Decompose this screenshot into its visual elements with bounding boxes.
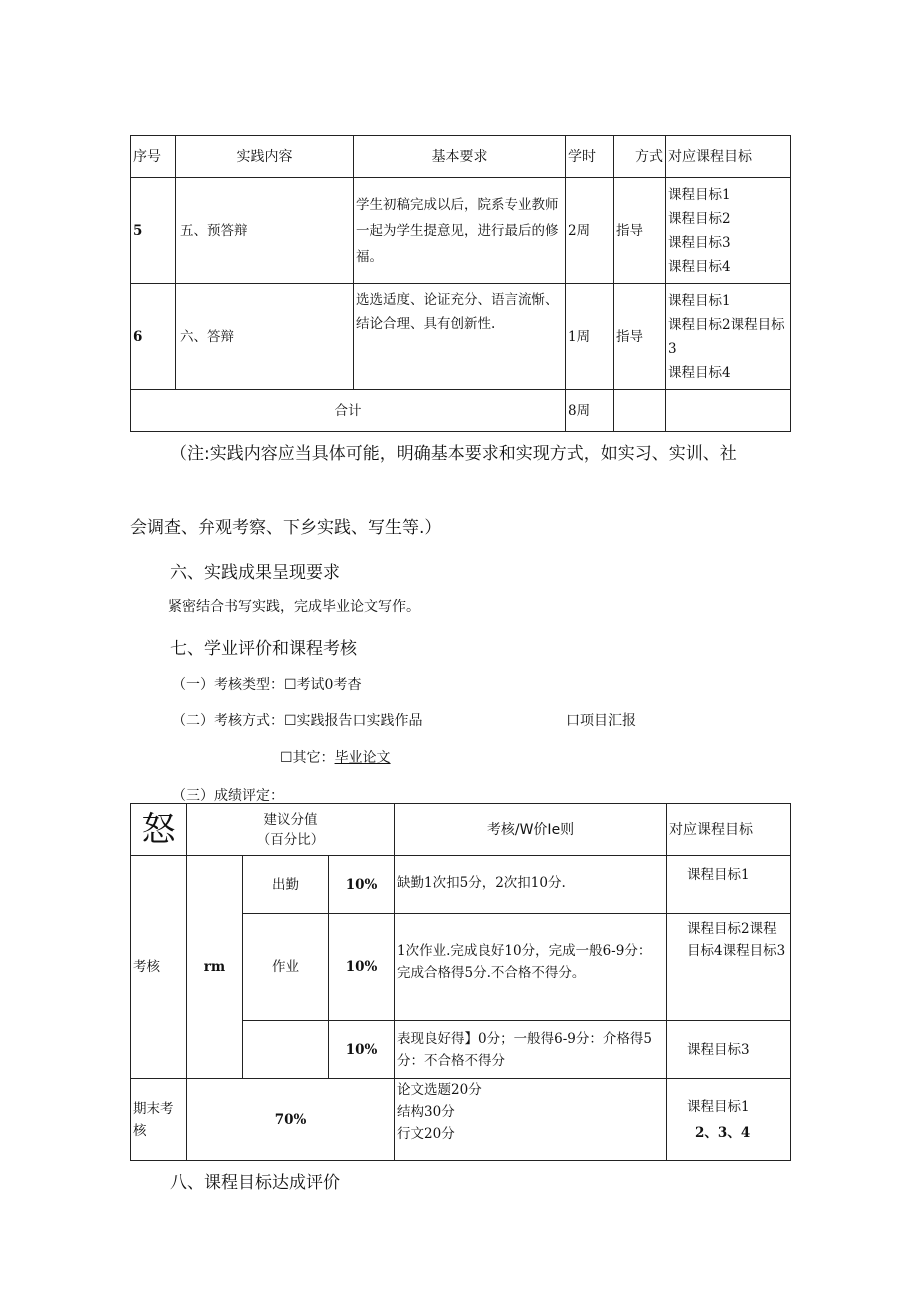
final-rule-item: 结构30分 (397, 1104, 455, 1120)
section-6-title: 六、实践成果呈现要求 (170, 563, 340, 583)
table-row (131, 178, 791, 284)
goal-item: 课程目标4 (668, 364, 731, 381)
row-req: 选选适度、论证充分、语言流惭、结论合理、具有创新性. (354, 284, 566, 390)
group-label: 考核 (131, 856, 187, 1079)
row-req: 学生初稿完成以后，院系专业教师一起为学生提意见，进行最后的修福。 (354, 178, 566, 284)
assessment-method: （二）考核方式：☐实践报告口实践作品 (172, 713, 423, 729)
row-no: 5 (131, 178, 176, 284)
corner-char: 怒 (141, 809, 176, 850)
section-8-title: 八、课程目标达成评价 (170, 1173, 340, 1193)
item-name (243, 1021, 329, 1079)
row-no: 6 (131, 284, 176, 390)
section-7-title: 七、学业评价和课程考核 (170, 639, 357, 659)
practice-table (130, 135, 791, 432)
table-row (131, 284, 791, 390)
item-pct: 10% (329, 1021, 395, 1079)
final-row (131, 1079, 791, 1161)
section-6-text: 紧密结合书写实践，完成毕业论文写作。 (168, 599, 420, 615)
header-no: 序号 (131, 136, 176, 178)
assessment-type: （一）考核类型：☐考试0考杳 (172, 677, 362, 693)
item-name: 出勤 (243, 856, 329, 914)
row-content: 五、预答辩 (176, 178, 354, 284)
item-pct: 10% (329, 914, 395, 1021)
item-rule: 1次作业.完成良好10分，完成一般6-9分：完成合格得5分.不合格不得分。 (395, 914, 667, 1021)
item-goal: 课程目标3 (667, 1021, 791, 1079)
item-goal: 课程目标1 (667, 856, 791, 914)
header-mode: 方式 (614, 136, 666, 178)
goal-item: 课程目标1 (668, 292, 731, 309)
row-goals (666, 284, 791, 390)
practice-table-header (131, 136, 791, 178)
item-name: 作业 (243, 914, 329, 1021)
group-mid: rm (187, 856, 243, 1079)
row-hours: 1周 (566, 284, 614, 390)
total-hours: 8周 (566, 390, 614, 432)
final-rules (395, 1079, 667, 1161)
note-line-2: 会调查、弁观考察、下乡实践、写生等.） (130, 518, 442, 538)
final-label: 期末考核 (131, 1079, 187, 1161)
total-label: 合计 (131, 390, 566, 432)
final-goal (667, 1079, 791, 1161)
grading-table-header (131, 804, 791, 856)
header-value: 建议分值 (263, 811, 318, 828)
assessment-other-value: 毕业论文 (334, 750, 391, 766)
note-line-1: （注:实践内容应当具体可能，明确基本要求和实现方式，如实习、实训、社 (170, 444, 737, 464)
header-value-sub: （百分比） (256, 831, 325, 848)
header-goal: 对应课程目标 (667, 804, 791, 856)
assessment-other (280, 747, 391, 767)
header-rule: 考核/W价Ie则 (395, 804, 667, 856)
final-goal-line2: 2、3、4 (695, 1124, 751, 1141)
item-goal: 课程目标2课程目标4课程目标3 (667, 914, 791, 1021)
header-goal: 对应课程目标 (666, 136, 791, 178)
final-rule-item: 行文20分 (397, 1126, 455, 1142)
row-goals (666, 178, 791, 284)
goal-item: 课程目标3 (668, 234, 731, 251)
goal-item: 课程目标2课程目标3 (668, 316, 785, 357)
item-pct: 10% (329, 856, 395, 914)
header-hours: 学时 (566, 136, 614, 178)
assessment-other-prefix: ☐其它： (280, 750, 335, 766)
row-content: 六、答辩 (176, 284, 354, 390)
goal-item: 课程目标4 (668, 258, 731, 275)
grade-heading: （三）成绩评定： (172, 788, 284, 804)
header-req: 基本要求 (354, 136, 566, 178)
assessment-method-extra: 口项目汇报 (566, 713, 636, 729)
row-mode: 指导 (614, 284, 666, 390)
table-row (131, 856, 791, 914)
header-content: 实践内容 (176, 136, 354, 178)
row-mode: 指导 (614, 178, 666, 284)
row-hours: 2周 (566, 178, 614, 284)
goal-item: 课程目标2 (668, 210, 731, 227)
item-rule: 表现良好得】0分；一般得6-9分：介格得5分：不合格不得分 (395, 1021, 667, 1079)
grading-table (130, 803, 791, 1161)
final-rule-item: 论文选题20分 (397, 1082, 482, 1098)
final-pct: 70% (187, 1079, 395, 1161)
final-goal-line1: 课程目标1 (687, 1098, 750, 1115)
total-row (131, 390, 791, 432)
goal-item: 课程目标1 (668, 186, 731, 203)
item-rule: 缺勤1次扣5分，2次扣10分. (395, 856, 667, 914)
